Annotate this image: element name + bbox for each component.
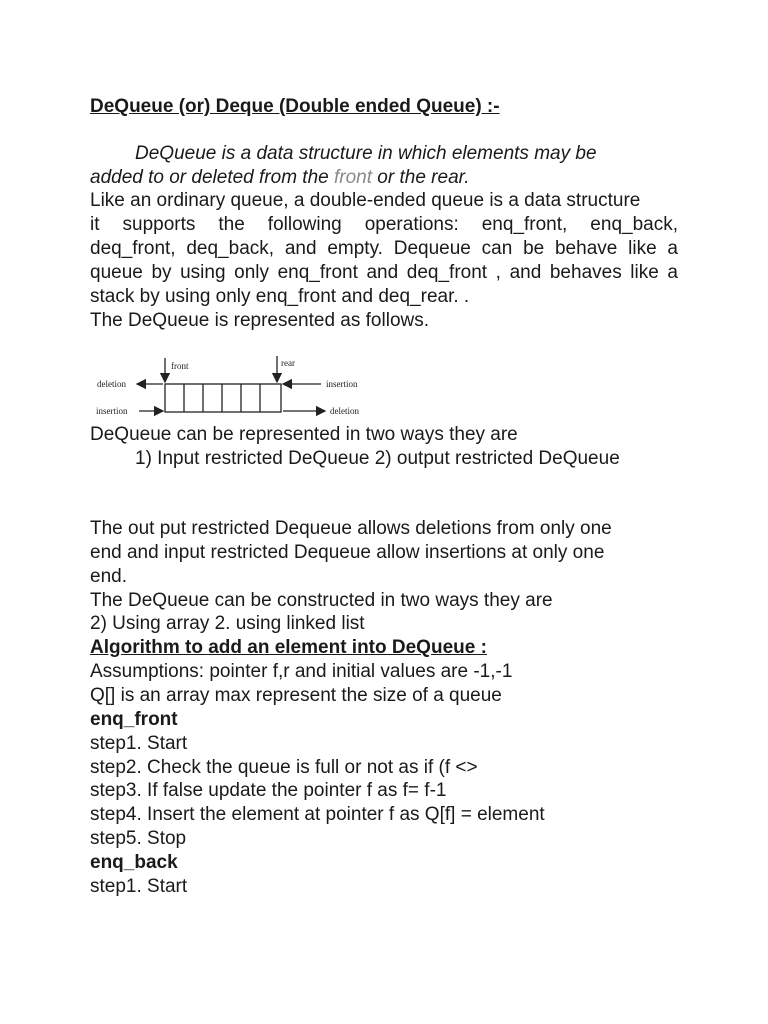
assumption-line: Q[] is an array max represent the size of a queue xyxy=(90,685,502,706)
assumption-line: Assumptions: pointer f,r and initial values are -1,-1 xyxy=(90,661,513,682)
description-line: queue by using only enq_front and deq_front , and behaves like a xyxy=(90,262,678,283)
description-line: The DeQueue is represented as follows. xyxy=(90,310,430,331)
definition-line-2 xyxy=(90,166,470,190)
representation-intro: DeQueue can be represented in two ways they are xyxy=(90,424,518,445)
description-line: it supports the following operations: enq_front, enq_back, xyxy=(90,214,678,235)
page-title: DeQueue (or) Deque (Double ended Queue) :- xyxy=(90,96,500,117)
construction-intro: The DeQueue can be constructed in two ways they are xyxy=(90,590,553,611)
description-line: Like an ordinary queue, a double-ended queue is a data structure xyxy=(90,190,641,211)
definition-text-end: or the rear. xyxy=(372,167,470,188)
restricted-line: end. xyxy=(90,566,127,587)
restricted-line: end and input restricted Dequeue allow insertions at only one xyxy=(90,542,605,563)
enq-front-title: enq_front xyxy=(90,709,178,730)
right-insertion-label: insertion xyxy=(326,379,358,389)
description-line: deq_front, deq_back, and empty. Dequeue can be behave like a xyxy=(90,238,678,259)
algorithm-step: step2. Check the queue is full or not as if (f <> xyxy=(90,757,478,778)
left-insertion-label: insertion xyxy=(96,406,128,416)
dequeue-diagram xyxy=(95,352,375,420)
front-highlight: front xyxy=(334,167,373,188)
restricted-line: The out put restricted Dequeue allows deletions from only one xyxy=(90,518,612,539)
rear-label: rear xyxy=(281,358,295,368)
front-label: front xyxy=(171,361,189,371)
algorithm-heading: Algorithm to add an element into DeQueue : xyxy=(90,637,487,658)
right-deletion-label: deletion xyxy=(330,406,359,416)
algorithm-step: step3. If false update the pointer f as f= f-1 xyxy=(90,780,447,801)
representation-types: 1) Input restricted DeQueue 2) output restricted DeQueue xyxy=(135,448,620,469)
algorithm-step: step4. Insert the element at pointer f as Q[f] = element xyxy=(90,804,545,825)
enq-back-title: enq_back xyxy=(90,852,178,873)
queue-cells xyxy=(165,384,281,412)
description-line: stack by using only enq_front and deq_rear. . xyxy=(90,286,470,307)
left-deletion-label: deletion xyxy=(97,379,126,389)
algorithm-step: step5. Stop xyxy=(90,828,187,849)
algorithm-step: step1. Start xyxy=(90,733,188,754)
algorithm-step: step1. Start xyxy=(90,876,188,897)
construction-ways: 2) Using array 2. using linked list xyxy=(90,613,365,634)
definition-line-1: DeQueue is a data structure in which elements may be xyxy=(135,143,597,164)
definition-text: added to or deleted from the xyxy=(90,167,334,188)
